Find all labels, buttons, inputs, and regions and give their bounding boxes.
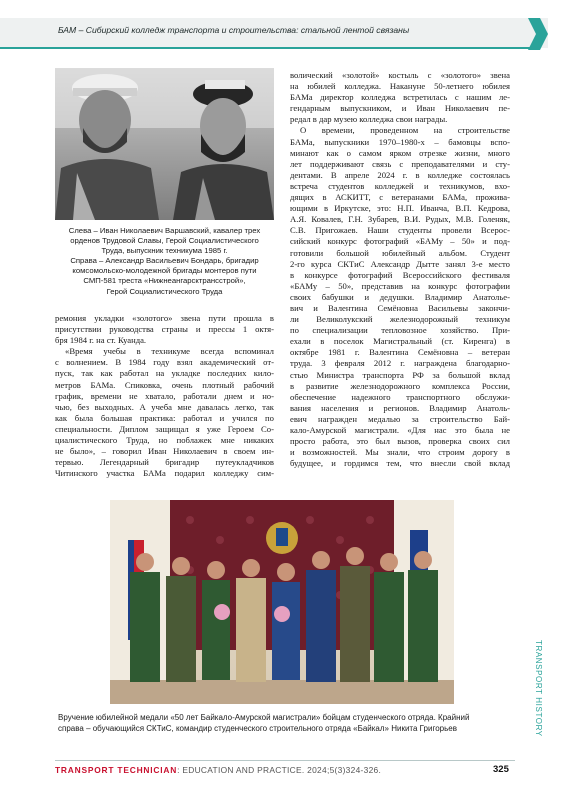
text-line: волический «золотой» костыль с «золотого» звена [290, 70, 510, 80]
caption-line: Герой Социалистического Труда [106, 286, 223, 296]
text-line: будущее, и гордимся тем, что внесли свой вклад [290, 458, 510, 469]
text-line: и возможностей. Мы знали, что строим дорогу в [290, 447, 510, 458]
text-line: готовили большой юбилейный альбом. Студент [290, 247, 510, 258]
text-line: своих бабушки и дедушки. Владимир Анатолье- [290, 291, 510, 302]
text-line: Читинского участка БАМа подарил колледжу сим- [55, 468, 274, 479]
text-line: бря 1984 г. на ст. Куанда. [55, 335, 147, 346]
text-line: БАМа, выпускники 1970–1980-х – бамовцы вспо- [290, 136, 510, 147]
text-line: ющими в Иркутске, это: Н.П. Иванча, В.П. Кедрова, [290, 203, 510, 214]
text-line: редал в дар музею колледжа свои награды. [290, 114, 448, 125]
text-line: вич и Валентина Семёновна Васильевы закончи- [290, 302, 510, 313]
text-line: в развитие железнодорожного комплекса России, [290, 380, 510, 391]
text-line: по специализации тепловозное хозяйство. При- [290, 325, 510, 336]
footer-rule [55, 760, 515, 761]
article-column-right [290, 70, 510, 469]
photo1-caption [55, 226, 274, 297]
text-line: обеспечение надежного транспортного обслужи- [290, 391, 510, 402]
text-line: ли Великолукский железнодорожный техникум [290, 314, 510, 325]
text-line: ехали в поселок Магистральный (ст. Киренга) в [290, 336, 510, 347]
running-header-title: БАМ – Сибирский колледж транспорта и строительства: стальной лентой связаны [58, 25, 410, 35]
text-line: присутствии руководства страны и прессы 1 октя- [55, 324, 274, 335]
text-line: А.Я. Ковалев, Г.Н. Зубарев, В.И. Рудых, М.В. Голеняк, [290, 214, 510, 225]
text-line: минают как о самом ярком отрезке жизни, много [290, 147, 510, 158]
page-number: 325 [493, 764, 509, 775]
text-line: стью Министра транспорта РФ за большой вклад [290, 369, 510, 380]
text-line: О времени, проведенном на строительстве [300, 125, 510, 136]
caption-line: справа – обучающийся СКТиС, командир студенческого строительного отряда «Байкал» Никита Григорьев [58, 724, 457, 734]
caption-line: орденов Трудовой Славы, Герой Социалистического [70, 236, 259, 246]
text-line: 2-го курса СКТиС Александр Дытте занял 3-е место [290, 258, 510, 269]
text-line: просто работа, это был вызов, проверка своих сил [290, 436, 510, 447]
historic-workers-photo [55, 68, 274, 220]
text-line: евич награжден медалью за строительство Бай- [290, 413, 510, 424]
text-line: встреча студентов колледжей и техникумов, вхо- [290, 180, 510, 191]
article-column-left [55, 313, 274, 479]
side-label-text: TRANSPORT HISTORY [534, 640, 543, 737]
text-line: метров БАМа. Спиковка, очень плотный рабочий [55, 379, 274, 390]
text-line: с волнением. В 1984 году взял академический от- [55, 357, 274, 368]
header-chevron-icon [528, 18, 548, 50]
journal-citation: : EDUCATION AND PRACTICE. 2024;5(3)324-326. [177, 765, 382, 775]
text-line: БАМа директор колледжа встретилась с нашим ле- [290, 92, 510, 103]
text-line: не было», – говорил Иван Николаевич в своем ин- [55, 446, 274, 457]
text-line: гендарным выпускником, и Иван Николаевич пе- [290, 103, 510, 114]
text-line: чью, без выходных. А учеба мне давалась легко, так [55, 401, 274, 412]
student-brigade-group-photo [110, 500, 454, 704]
text-line: дентами. В апреле 2024 г. в колледже состоялась [290, 169, 510, 180]
text-line: график, времени не хватало, работали днем и но- [55, 390, 274, 401]
caption-line: Вручение юбилейной медали «50 лет Байкало-Амурской магистрали» бойцам студенческого отряда. Крайний [58, 713, 470, 722]
text-line: С.В. Пригожаев. Наши студенты провели Всерос- [290, 225, 510, 236]
text-line: ремония укладки «золотого» звена пути прошла в [55, 313, 274, 323]
text-line: «БАМу – 50», представив на конкурс фотографии [290, 280, 510, 291]
text-line: труда. 3 февраля 2012 г. награждена благодарно- [290, 358, 510, 369]
text-line: пуск, так как работал на укладке последних кило- [55, 368, 274, 379]
text-line: тервью. Легендарный бригадир путеукладчиков [55, 457, 274, 468]
text-line: «Время учебы в техникуме всегда вспоминал [65, 346, 274, 357]
text-line: вания населения и регионов. Владимир Анатоль- [290, 402, 510, 413]
caption-line: Слева – Иван Николаевич Варшавский, кавалер трех [68, 226, 261, 235]
text-line: циалистического Труда, но поблажек мне никаких [55, 435, 274, 446]
section-side-label [527, 640, 543, 737]
journal-name: TRANSPORT TECHNICIAN [55, 765, 178, 775]
header-rule [0, 47, 540, 49]
photo2-caption [58, 712, 518, 735]
caption-line: Труда, выпускник техникума 1985 г. [101, 246, 228, 256]
text-line: сийский конкурс фотографий «БАМу – 50» и под- [290, 236, 510, 247]
text-line: лет поддерживают связь с преподавателями и сту- [290, 158, 510, 169]
text-line: специальности. Диплом защищал я уже Героем Со- [55, 423, 274, 434]
text-line: дящих в АСКИТТ, с ветеранами БАМа, прожива- [290, 192, 510, 203]
caption-line: Справа – Александр Васильевич Бондарь, бригадир [70, 256, 259, 266]
caption-line: СМП-581 треста «Нижнеангарсктрансстрой», [83, 276, 246, 286]
text-line: октябре 1981 г. Валентина Семёновна – ветеран [290, 347, 510, 358]
text-line: как была большая практика: работал и учился по [55, 412, 274, 423]
text-line: на юбилей колледжа. Накануне 50-летнего юбилея [290, 81, 510, 92]
text-line: кало-Амурской магистрали. «Для нас это была не [290, 425, 510, 435]
caption-line: комсомольско-молодежной бригады монтеров пути [72, 266, 257, 276]
text-line: в конкурсе фотографий Всероссийского фестиваля [290, 269, 510, 280]
journal-footer [55, 765, 381, 775]
